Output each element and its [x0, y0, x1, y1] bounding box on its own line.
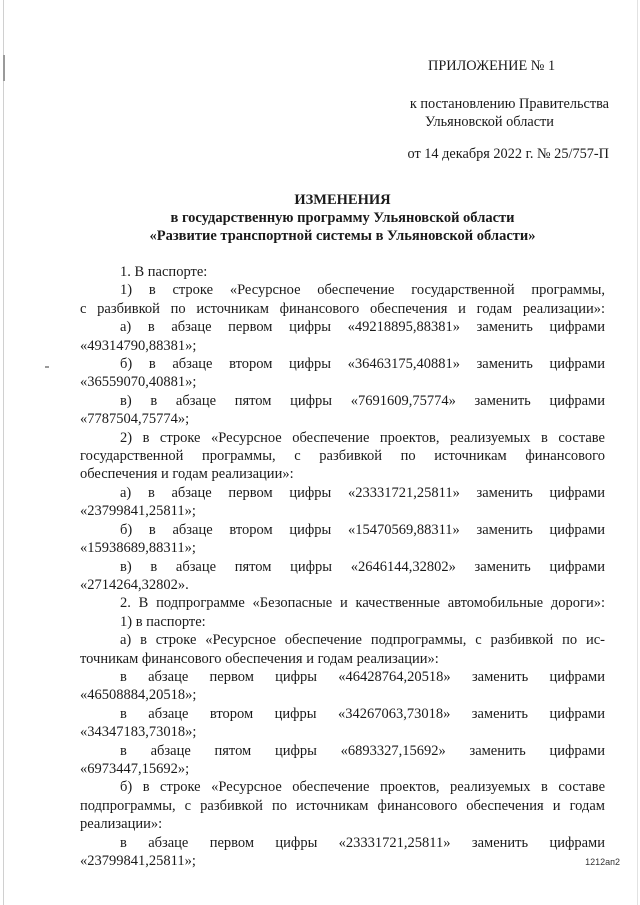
body-line: реализации»:: [80, 816, 163, 833]
title-subheading-2: «Развитие транспортной системы в Ульяновской области»: [149, 228, 536, 244]
body-line: «23799841,25811»;: [80, 503, 196, 520]
appendix-label: ПРИЛОЖЕНИЕ № 1: [428, 58, 556, 74]
body-line: подпрограммы, с разбивкой по источникам финансового обеспечения и годам: [80, 797, 605, 814]
document-body: [80, 263, 605, 870]
body-line: 2. В подпрограмме «Безопасные и качественные автомобильные дороги»:: [120, 595, 605, 612]
body-line: «46508884,20518»;: [80, 687, 197, 704]
resolution-date: от 14 декабря 2022 г. № 25/757-П: [407, 146, 609, 162]
body-line: «15938689,88311»;: [80, 540, 196, 557]
body-line: а) в абзаце первом цифры «49218895,88381» заменить цифрами: [120, 319, 605, 336]
resolution-line-2: Ульяновской области: [425, 114, 554, 130]
body-line: б) в абзаце втором цифры «36463175,40881» заменить цифрами: [120, 356, 605, 373]
body-line: в абзаце втором цифры «34267063,73018» заменить цифрами: [120, 705, 605, 722]
body-line: «2714264,32802».: [80, 576, 189, 593]
body-line: 2) в строке «Ресурсное обеспечение проектов, реализуемых в составе: [120, 429, 605, 446]
body-line: в) в абзаце пятом цифры «7691609,75774» заменить цифрами: [120, 392, 605, 409]
body-line: б) в строке «Ресурсное обеспечение проектов, реализуемых в составе: [120, 779, 605, 796]
body-line: «23799841,25811»;: [80, 853, 196, 869]
document-code: 1212ап2: [585, 857, 620, 867]
body-line: «6973447,15692»;: [80, 760, 190, 777]
body-line: обеспечения и годам реализации»:: [80, 466, 294, 483]
body-line: с разбивкой по источникам финансового обеспечения и годам реализации»:: [80, 300, 605, 317]
body-line: 1) в паспорте:: [120, 613, 206, 630]
body-line: в) в абзаце пятом цифры «2646144,32802» заменить цифрами: [120, 558, 605, 575]
body-line: «7787504,75774»;: [80, 411, 190, 428]
body-line: точникам финансового обеспечения и годам реализации»:: [80, 650, 439, 667]
body-line: «34347183,73018»;: [80, 724, 197, 741]
scan-edge-left: [3, 0, 4, 905]
body-line: б) в абзаце втором цифры «15470569,88311» заменить цифрами: [120, 521, 605, 538]
body-line: «49314790,88381»;: [80, 337, 197, 354]
body-line: в абзаце пятом цифры «6893327,15692» заменить цифрами: [120, 742, 605, 759]
body-line: в абзаце первом цифры «23331721,25811» заменить цифрами: [120, 834, 605, 851]
title-subheading-1: в государственную программу Ульяновской области: [170, 210, 515, 226]
body-line: 1. В паспорте:: [120, 264, 208, 280]
scan-speck: [45, 366, 49, 368]
body-line: а) в строке «Ресурсное обеспечение подпрограммы, с разбивкой по ис-: [120, 632, 605, 649]
body-line: государственной программы, с разбивкой по источникам финансового: [80, 448, 605, 465]
scan-mark: [3, 55, 5, 81]
body-line: в абзаце первом цифры «46428764,20518» заменить цифрами: [120, 668, 605, 685]
resolution-line-1: к постановлению Правительства: [409, 96, 609, 112]
body-line: 1) в строке «Ресурсное обеспечение государственной программы,: [120, 282, 605, 299]
title-heading: ИЗМЕНЕНИЯ: [294, 192, 391, 208]
body-line: а) в абзаце первом цифры «23331721,25811» заменить цифрами: [120, 484, 605, 501]
scan-edge-right: [637, 0, 638, 905]
body-line: «36559070,40881»;: [80, 374, 197, 391]
